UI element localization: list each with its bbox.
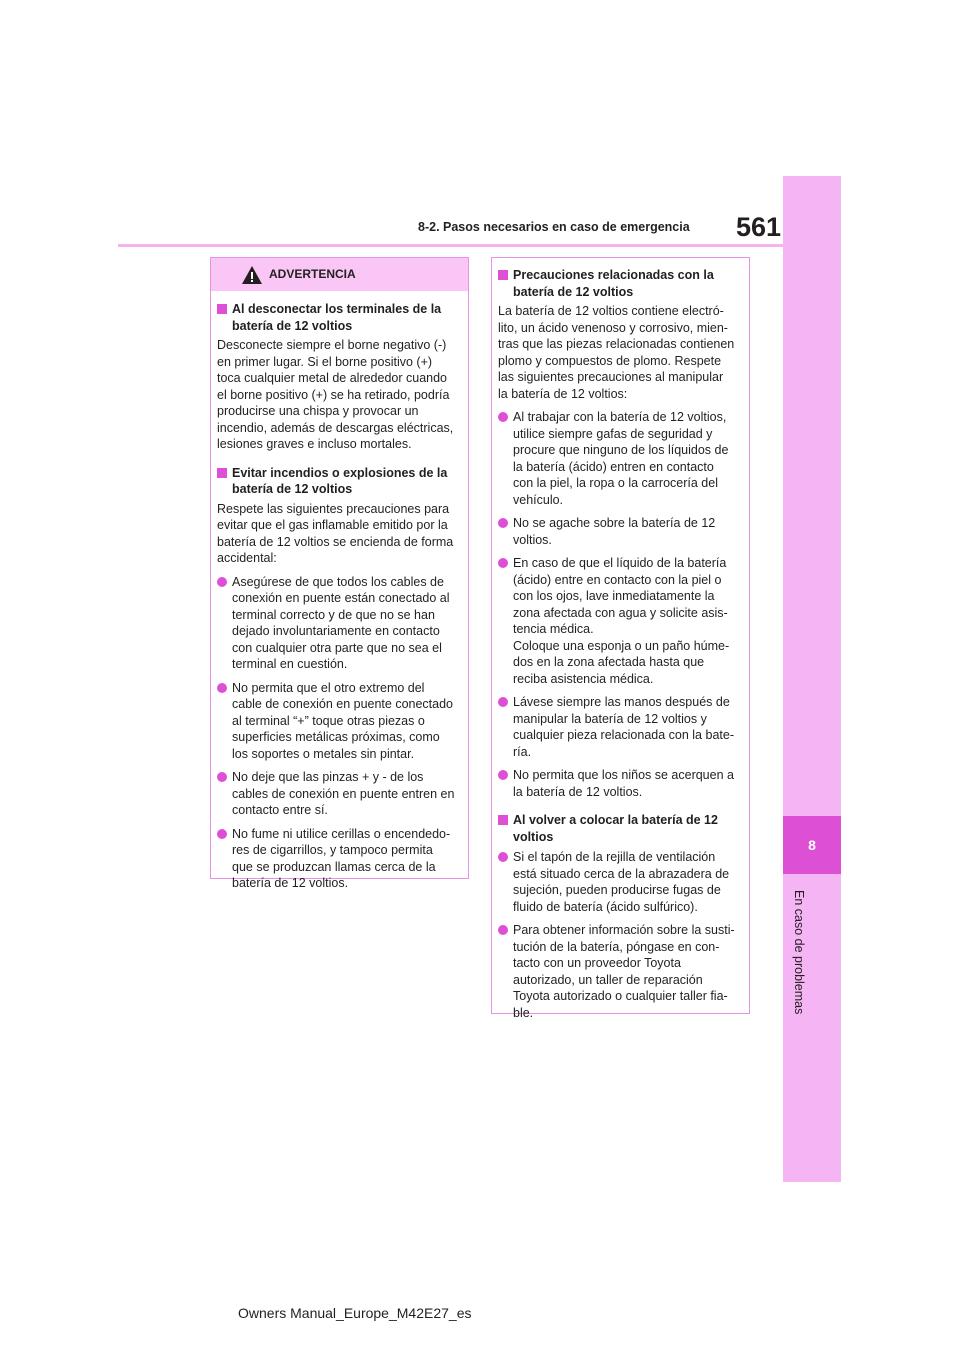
square-bullet-icon (498, 815, 508, 825)
list-item: No se agache sobre la batería de 12 voltios. (498, 515, 743, 548)
list-item: Lávese siempre las manos después de manipular la batería de 12 voltios y cualquier pieza relacionada con la bate- ría. (498, 694, 743, 760)
footer-text: Owners Manual_Europe_M42E27_es (238, 1305, 472, 1321)
bullet-icon (217, 829, 227, 839)
bullet-icon (217, 683, 227, 693)
square-bullet-icon (217, 468, 227, 478)
chapter-number-box (783, 816, 841, 874)
bullet-icon (498, 852, 508, 862)
page-number: 561 (736, 212, 782, 242)
section-heading: Al volver a colocar la batería de 12 voltios (498, 812, 743, 845)
list-item: No permita que el otro extremo del cable de conexión en puente conectado al terminal “+” toque otras piezas o superficies metálicas próximas, como los soportes o metales sin pintar. (217, 680, 462, 763)
list-item: Asegúrese de que todos los cables de conexión en puente están conectado al terminal correcto y de que no se han dejado involuntariamente en contacto con cualquier otra parte que no sea el terminal en cuestión. (217, 574, 462, 673)
section-header: 8-2. Pasos necesarios en caso de emergencia (418, 220, 690, 234)
list-item: Para obtener información sobre la susti- tución de la batería, póngase en con- tacto con un proveedor Toyota autorizado, un taller de reparación Toyota autorizado o cualquier taller fia- ble. (498, 922, 743, 1021)
info-box (491, 257, 750, 1020)
header-rule (118, 244, 783, 247)
bullet-icon (498, 518, 508, 528)
bullet-icon (498, 558, 508, 568)
warning-header (211, 258, 468, 291)
section-heading: Evitar incendios o explosiones de la batería de 12 voltios (217, 465, 462, 498)
list-item: Si el tapón de la rejilla de ventilación está situado cerca de la abrazadera de sujeción, pueden producirse fugas de fluido de batería (ácido sulfúrico). (498, 849, 743, 915)
bullet-icon (498, 412, 508, 422)
bullet-icon (498, 770, 508, 780)
square-bullet-icon (498, 270, 508, 280)
warning-box (210, 257, 469, 890)
paragraph: Desconecte siempre el borne negativo (-) en primer lugar. Si el borne positivo (+) toca cualquier metal de alrededor cuando el borne positivo (+) se ha retirado, podría producirse una chispa y provocar un incendio, además de descargas eléctricas, lesiones graves e incluso mortales. (217, 338, 454, 451)
list-item: No fume ni utilice cerillas o encendedo- res de cigarrillos, y tampoco permita que se produzcan llamas cerca de la batería de 12 voltios. (217, 826, 462, 892)
bullet-icon (498, 925, 508, 935)
bullet-icon (498, 697, 508, 707)
chapter-title: En caso de problemas (792, 890, 806, 1015)
list-item: No permita que los niños se acerquen a la batería de 12 voltios. (498, 767, 743, 800)
square-bullet-icon (217, 304, 227, 314)
warning-triangle-icon (241, 265, 263, 285)
section-heading: Al desconectar los terminales de la batería de 12 voltios (217, 301, 462, 334)
bullet-icon (217, 577, 227, 587)
paragraph: Respete las siguientes precauciones para evitar que el gas inflamable emitido por la batería de 12 voltios se encienda de forma accidental: (217, 501, 454, 565)
side-tab (783, 176, 841, 1182)
paragraph: La batería de 12 voltios contiene electró- lito, un ácido venenoso y corrosivo, mien- tras que las piezas relacionadas contienen plomo y compuestos de plomo. Respete las siguientes precauciones al manipular la batería de 12 voltios: (498, 304, 735, 401)
list-item: En caso de que el líquido de la batería (ácido) entre en contacto con la piel o con los ojos, lave inmediatamente la zona afectada con agua y solicite asis- tencia médica. Coloque una esponja o un paño húme- dos en la zona afectada hasta que reciba asistencia médica. (498, 555, 743, 687)
section-heading: Precauciones relacionadas con la batería de 12 voltios (498, 267, 743, 300)
warning-title: ADVERTENCIA (269, 267, 356, 281)
list-item: Al trabajar con la batería de 12 voltios, utilice siempre gafas de seguridad y procure que ninguno de los líquidos de la batería (ácido) entren en contacto con la piel, la ropa o la carrocería del vehículo. (498, 409, 743, 508)
bullet-icon (217, 772, 227, 782)
chapter-number: 8 (808, 837, 816, 853)
list-item: No deje que las pinzas + y - de los cables de conexión en puente entren en contacto entre sí. (217, 769, 462, 819)
